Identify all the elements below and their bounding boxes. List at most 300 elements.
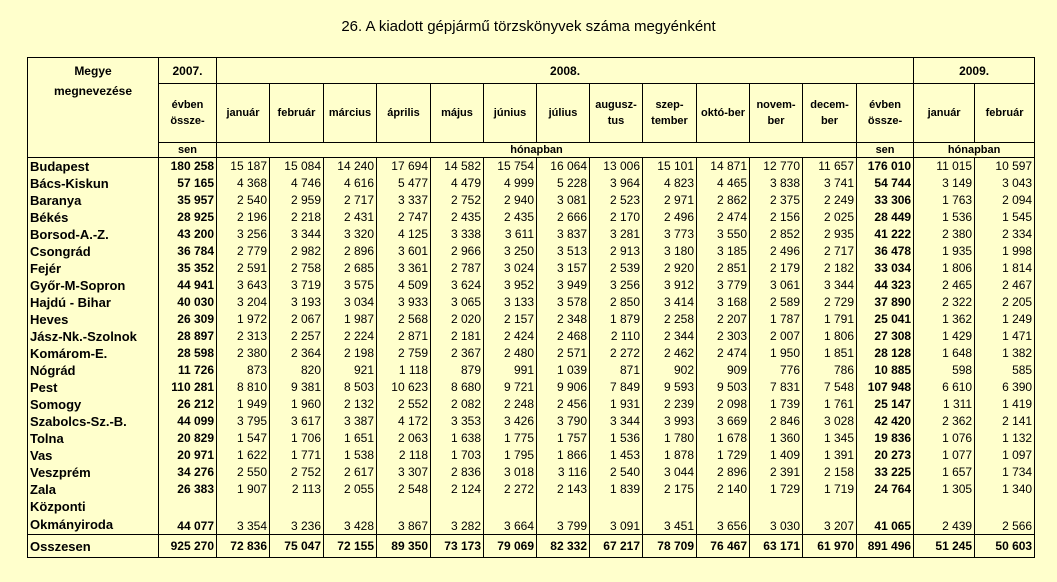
value-2009-month: 2 566 [975,498,1035,535]
value-2009-month: 2 322 [914,294,975,311]
value-2008-month: 2 935 [803,226,857,243]
county-name: Bács-Kiskun [28,175,159,192]
annual-2008-header: évben össze- [857,84,914,143]
value-2008-annual: 41 222 [857,226,914,243]
value-2008-month: 2 424 [484,328,537,345]
value-2008-month: 76 467 [697,535,750,558]
value-2008-month: 2 249 [803,192,857,209]
value-2009-month: 1 311 [914,396,975,413]
value-2008-month: 2 850 [590,294,643,311]
value-2008-month: 3 838 [750,175,803,192]
value-2008-month: 2 132 [324,396,377,413]
value-2008-month: 8 810 [217,379,270,396]
value-2008-month: 2 982 [270,243,324,260]
value-2008-annual: 37 890 [857,294,914,311]
value-2008-annual: 27 308 [857,328,914,345]
value-2008-month: 871 [590,362,643,379]
value-2008-month: 72 836 [217,535,270,558]
value-2008-month: 1 118 [377,362,431,379]
value-2008-month: 3 116 [537,464,590,481]
value-2008-month: 2 364 [270,345,324,362]
county-name: Tolna [28,430,159,447]
annual-2007-footer: sen [159,143,217,158]
value-2008-month: 2 344 [643,328,697,345]
value-2008-month: 3 061 [750,277,803,294]
value-2008-month: 2 303 [697,328,750,345]
value-2007: 925 270 [159,535,217,558]
value-2009-month: 1 814 [975,260,1035,277]
value-2008-month: 2 348 [537,311,590,328]
value-2008-month: 2 456 [537,396,590,413]
value-2008-month: 4 509 [377,277,431,294]
value-2008-month: 2 496 [750,243,803,260]
value-2008-month: 2 550 [217,464,270,481]
value-2008-month: 8 680 [431,379,484,396]
year-2007-header: 2007. [159,58,217,84]
value-2008-month: 3 867 [377,498,431,535]
value-2009-month: 6 390 [975,379,1035,396]
value-2008-month: 3 779 [697,277,750,294]
county-name: Jász-Nk.-Szolnok [28,328,159,345]
value-2008-month: 3 933 [377,294,431,311]
value-2008-annual: 44 323 [857,277,914,294]
value-2009-month: 2 362 [914,413,975,430]
value-2008-month: 7 831 [750,379,803,396]
value-2009-month: 1 471 [975,328,1035,345]
value-2009-month: 1 097 [975,447,1035,464]
county-name: Borsod-A.-Z. [28,226,159,243]
value-2008-month: 2 568 [377,311,431,328]
value-2009-month: 1 763 [914,192,975,209]
value-2008-month: 1 739 [750,396,803,413]
value-2008-month: 1 547 [217,430,270,447]
value-2008-month: 3 193 [270,294,324,311]
value-2008-month: 9 503 [697,379,750,396]
value-2008-month: 1 638 [431,430,484,447]
value-2007: 28 598 [159,345,217,362]
value-2008-annual: 28 128 [857,345,914,362]
table-row [28,158,1035,176]
value-2008-month: 2 198 [324,345,377,362]
value-2008-month: 3 426 [484,413,537,430]
value-2008-month: 2 156 [750,209,803,226]
county-header-line-2: megnevezése [53,84,133,98]
value-2008-month: 1 791 [803,311,857,328]
value-2009-month: 1 305 [914,481,975,498]
value-2008-month: 3 044 [643,464,697,481]
value-2008-month: 4 465 [697,175,750,192]
value-2008-month: 5 477 [377,175,431,192]
year-2008-header: 2008. [217,58,914,84]
value-2008-month: 1 780 [643,430,697,447]
value-2008-month: 2 474 [697,345,750,362]
value-2008-annual: 42 420 [857,413,914,430]
value-2008-month: 3 250 [484,243,537,260]
value-2008-annual: 36 478 [857,243,914,260]
table-row [28,464,1035,481]
county-name: Szabolcs-Sz.-B. [28,413,159,430]
value-2007: 26 212 [159,396,217,413]
county-name: Pest [28,379,159,396]
value-2007: 35 352 [159,260,217,277]
value-2008-month: 1 866 [537,447,590,464]
value-2008-month: 9 593 [643,379,697,396]
value-2008-month: 1 931 [590,396,643,413]
value-2008-month: 2 098 [697,396,750,413]
value-2008-annual: 20 273 [857,447,914,464]
value-2008-month: 2 496 [643,209,697,226]
value-2008-month: 3 575 [324,277,377,294]
value-2008-month: 7 548 [803,379,857,396]
value-2009-month: 1 076 [914,430,975,447]
value-2008-month: 3 018 [484,464,537,481]
value-2008-month: 879 [431,362,484,379]
value-2008-month: 873 [217,362,270,379]
value-2008-annual: 54 744 [857,175,914,192]
value-2008-month: 4 999 [484,175,537,192]
county-name: Somogy [28,396,159,413]
value-2009-month: 10 597 [975,158,1035,176]
value-2008-month: 2 118 [377,447,431,464]
value-2008-month: 3 912 [643,277,697,294]
value-2008-month: 3 353 [431,413,484,430]
value-2008-month: 3 513 [537,243,590,260]
value-2008-month: 1 360 [750,430,803,447]
value-2008-month: 1 949 [217,396,270,413]
table-row [28,430,1035,447]
value-2008-month: 3 030 [750,498,803,535]
value-2008-month: 2 158 [803,464,857,481]
value-2008-month: 1 345 [803,430,857,447]
value-2008-month: 2 571 [537,345,590,362]
value-2008-month: 4 479 [431,175,484,192]
month-2009-header: február [975,84,1035,143]
value-2008-month: 2 435 [431,209,484,226]
value-2009-month: 1 382 [975,345,1035,362]
county-name [28,498,159,535]
value-2008-month: 3 993 [643,413,697,430]
value-2008-month: 3 256 [590,277,643,294]
value-2008-month: 1 719 [803,481,857,498]
county-name: Hajdú - Bihar [28,294,159,311]
value-2008-month: 3 361 [377,260,431,277]
value-2008-month: 4 172 [377,413,431,430]
value-2008-month: 2 196 [217,209,270,226]
county-name: Komárom-E. [28,345,159,362]
value-2008-month: 1 878 [643,447,697,464]
value-2008-month: 2 966 [431,243,484,260]
value-2009-month: 1 998 [975,243,1035,260]
value-2008-month: 2 666 [537,209,590,226]
value-2009-month: 2 465 [914,277,975,294]
value-2008-month: 14 871 [697,158,750,176]
value-2008-month: 902 [643,362,697,379]
value-2009-month: 1 429 [914,328,975,345]
value-2008-month: 2 971 [643,192,697,209]
value-2008-month: 3 451 [643,498,697,535]
value-2007: 26 309 [159,311,217,328]
value-2008-month: 9 906 [537,379,590,396]
value-2008-annual: 24 764 [857,481,914,498]
table-row [28,260,1035,277]
value-2008-month: 3 185 [697,243,750,260]
value-2007: 28 925 [159,209,217,226]
value-2008-month: 3 617 [270,413,324,430]
month-2008-header: január [217,84,270,143]
value-2008-month: 3 307 [377,464,431,481]
value-2007: 40 030 [159,294,217,311]
value-2008-month: 14 582 [431,158,484,176]
value-2008-month: 3 338 [431,226,484,243]
value-2008-month: 786 [803,362,857,379]
value-2008-month: 63 171 [750,535,803,558]
value-2008-month: 3 337 [377,192,431,209]
value-2008-month: 3 207 [803,498,857,535]
value-2008-month: 2 207 [697,311,750,328]
value-2008-month: 2 913 [590,243,643,260]
value-2008-annual: 33 306 [857,192,914,209]
table-row [28,345,1035,362]
value-2008-month: 3 624 [431,277,484,294]
value-2008-month: 2 540 [590,464,643,481]
value-2008-month: 2 759 [377,345,431,362]
value-2008-month: 2 959 [270,192,324,209]
value-2008-month: 3 034 [324,294,377,311]
county-name: Veszprém [28,464,159,481]
value-2009-month: 6 610 [914,379,975,396]
value-2009-month: 11 015 [914,158,975,176]
value-2008-month: 73 173 [431,535,484,558]
value-2008-month: 12 770 [750,158,803,176]
value-2009-month: 1 734 [975,464,1035,481]
value-2008-month: 5 228 [537,175,590,192]
value-2008-month: 1 771 [270,447,324,464]
value-2008-month: 7 849 [590,379,643,396]
value-2008-annual: 176 010 [857,158,914,176]
value-2008-month: 2 067 [270,311,324,328]
value-2008-month: 15 754 [484,158,537,176]
value-2008-month: 3 773 [643,226,697,243]
value-2008-month: 1 787 [750,311,803,328]
value-2008-month: 3 656 [697,498,750,535]
value-2009-month: 1 132 [975,430,1035,447]
annual-2007-header: évben össze- [159,84,217,143]
value-2008-month: 2 272 [590,345,643,362]
value-2008-month: 3 837 [537,226,590,243]
value-2008-month: 2 025 [803,209,857,226]
value-2008-month: 9 721 [484,379,537,396]
value-2008-month: 3 428 [324,498,377,535]
value-2008-month: 61 970 [803,535,857,558]
year-2009-header: 2009. [914,58,1035,84]
month-2008-header: március [324,84,377,143]
value-2008-month: 3 091 [590,498,643,535]
value-2008-month: 2 787 [431,260,484,277]
value-2009-month: 50 603 [975,535,1035,558]
table-row [28,396,1035,413]
value-2008-month: 2 224 [324,328,377,345]
value-2008-month: 1 795 [484,447,537,464]
value-2008-month: 1 706 [270,430,324,447]
value-2007: 28 897 [159,328,217,345]
value-2009-month: 2 141 [975,413,1035,430]
value-2008-month: 1 761 [803,396,857,413]
county-name: Budapest [28,158,159,176]
value-2008-month: 17 694 [377,158,431,176]
month-2009-header: január [914,84,975,143]
value-2008-month: 1 729 [697,447,750,464]
value-2008-month: 2 685 [324,260,377,277]
table-row [28,192,1035,209]
value-2009-month: 2 334 [975,226,1035,243]
value-2007: 57 165 [159,175,217,192]
value-2009-month: 2 467 [975,277,1035,294]
value-2008-month: 2 540 [217,192,270,209]
value-2008-month: 776 [750,362,803,379]
table-row [28,311,1035,328]
value-2007: 36 784 [159,243,217,260]
value-2009-month: 1 806 [914,260,975,277]
value-2008-month: 1 879 [590,311,643,328]
value-2008-annual: 33 034 [857,260,914,277]
value-2008-month: 78 709 [643,535,697,558]
monthly-2008-label: hónapban [217,143,857,158]
value-2008-month: 3 024 [484,260,537,277]
value-2008-month: 2 539 [590,260,643,277]
month-2008-header: február [270,84,324,143]
value-2008-month: 15 187 [217,158,270,176]
monthly-2009-label: hónapban [914,143,1035,158]
value-2008-month: 2 717 [803,243,857,260]
value-2008-month: 3 236 [270,498,324,535]
value-2008-month: 4 368 [217,175,270,192]
table-row [28,379,1035,396]
value-2007: 26 383 [159,481,217,498]
value-2008-annual: 107 948 [857,379,914,396]
value-2007: 44 941 [159,277,217,294]
table-row [28,535,1035,558]
value-2008-month: 1 806 [803,328,857,345]
table-row [28,481,1035,498]
value-2008-month: 1 409 [750,447,803,464]
value-2008-month: 991 [484,362,537,379]
value-2008-month: 2 175 [643,481,697,498]
value-2008-month: 9 381 [270,379,324,396]
value-2008-month: 3 256 [217,226,270,243]
value-2008-month: 2 380 [217,345,270,362]
value-2008-month: 2 752 [431,192,484,209]
value-2008-month: 3 795 [217,413,270,430]
value-2008-month: 2 110 [590,328,643,345]
value-2008-month: 2 752 [270,464,324,481]
value-2007: 44 099 [159,413,217,430]
value-2007: 44 077 [159,498,217,535]
table-row [28,328,1035,345]
value-2008-month: 1 536 [590,430,643,447]
value-2007: 110 281 [159,379,217,396]
value-2008-month: 3 949 [537,277,590,294]
value-2008-month: 3 157 [537,260,590,277]
value-2008-month: 2 157 [484,311,537,328]
value-2009-month: 3 043 [975,175,1035,192]
value-2008-month: 2 375 [750,192,803,209]
value-2008-month: 1 757 [537,430,590,447]
value-2007: 43 200 [159,226,217,243]
value-2008-month: 2 836 [431,464,484,481]
county-name: Osszesen [28,535,159,558]
value-2009-month: 1 077 [914,447,975,464]
value-2009-month: 1 536 [914,209,975,226]
value-2008-month: 2 140 [697,481,750,498]
value-2008-month: 3 320 [324,226,377,243]
value-2008-month: 2 548 [377,481,431,498]
value-2009-month: 2 205 [975,294,1035,311]
value-2008-month: 3 344 [590,413,643,430]
value-2008-month: 2 920 [643,260,697,277]
value-2008-month: 72 155 [324,535,377,558]
value-2008-month: 2 523 [590,192,643,209]
value-2008-month: 2 248 [484,396,537,413]
value-2008-month: 2 940 [484,192,537,209]
month-2008-header: novem-ber [750,84,803,143]
value-2008-month: 3 611 [484,226,537,243]
value-2008-month: 3 799 [537,498,590,535]
county-name: Csongrád [28,243,159,260]
value-2008-month: 4 823 [643,175,697,192]
value-2008-month: 2 729 [803,294,857,311]
value-2008-annual: 28 449 [857,209,914,226]
county-name: Nógrád [28,362,159,379]
value-2008-month: 75 047 [270,535,324,558]
value-2008-month: 1 703 [431,447,484,464]
value-2008-month: 2 617 [324,464,377,481]
value-2008-month: 15 084 [270,158,324,176]
value-2008-month: 3 282 [431,498,484,535]
value-2009-month: 1 340 [975,481,1035,498]
table-row [28,277,1035,294]
value-2008-month: 2 113 [270,481,324,498]
county-name: Fejér [28,260,159,277]
value-2008-month: 2 871 [377,328,431,345]
value-2008-month: 3 414 [643,294,697,311]
value-2008-month: 3 643 [217,277,270,294]
value-2008-month: 921 [324,362,377,379]
value-2008-month: 67 217 [590,535,643,558]
value-2007: 180 258 [159,158,217,176]
value-2009-month: 2 094 [975,192,1035,209]
value-2008-month: 2 007 [750,328,803,345]
value-2008-month: 2 896 [697,464,750,481]
value-2008-month: 3 664 [484,498,537,535]
county-name-line: Központi [30,499,86,514]
value-2009-month: 2 439 [914,498,975,535]
value-2008-month: 2 313 [217,328,270,345]
value-2008-month: 3 790 [537,413,590,430]
registration-table [27,57,1035,558]
value-2008-month: 3 081 [537,192,590,209]
month-2008-header: július [537,84,590,143]
value-2008-month: 820 [270,362,324,379]
value-2008-month: 2 063 [377,430,431,447]
value-2008-month: 1 950 [750,345,803,362]
value-2008-month: 1 678 [697,430,750,447]
value-2008-month: 3 964 [590,175,643,192]
value-2007: 20 829 [159,430,217,447]
value-2008-month: 2 851 [697,260,750,277]
value-2008-month: 2 082 [431,396,484,413]
value-2008-month: 1 622 [217,447,270,464]
value-2008-annual: 891 496 [857,535,914,558]
